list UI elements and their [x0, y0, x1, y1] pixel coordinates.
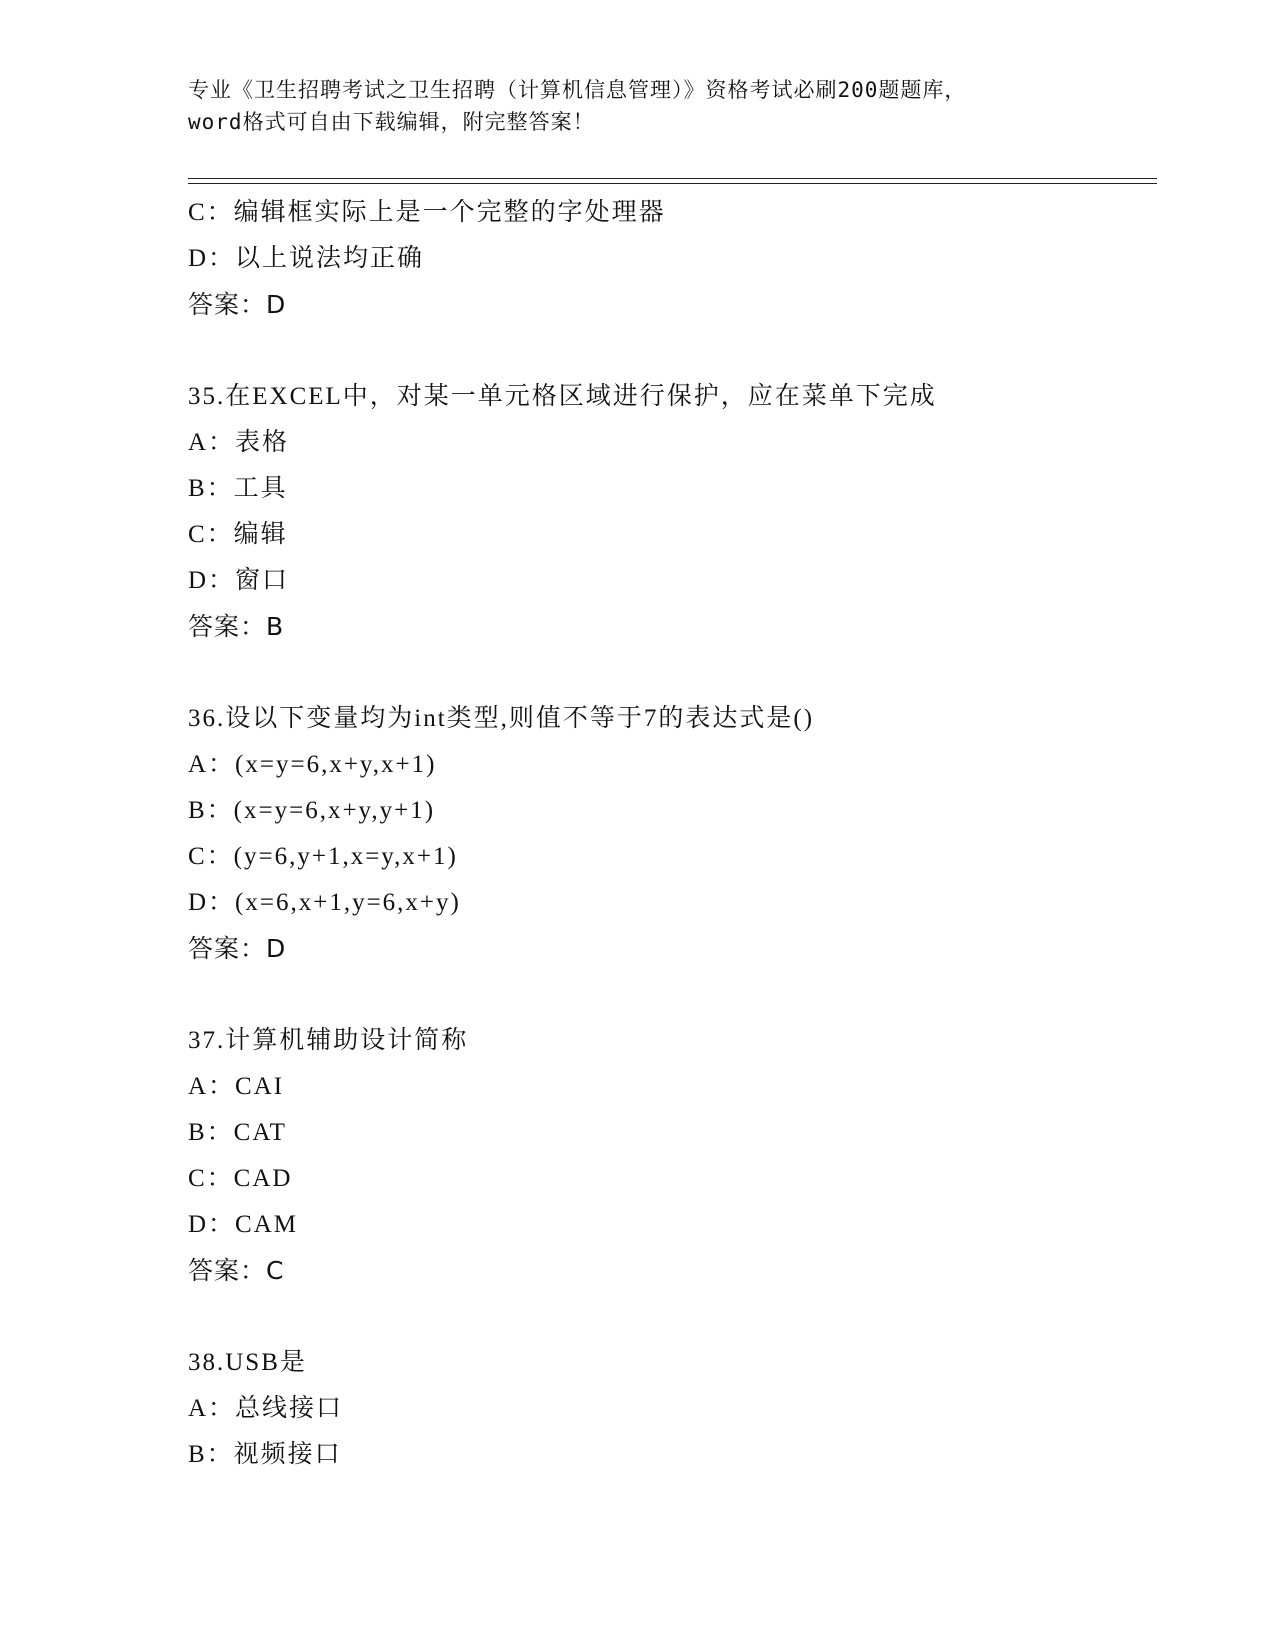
option-d: D：(x=6,x+1,y=6,x+y) [188, 889, 461, 916]
header-divider-bottom [188, 183, 1157, 184]
spacer [188, 1294, 1148, 1340]
spacer [188, 972, 1148, 1018]
header-line-2: word格式可自由下载编辑，附完整答案！ [188, 110, 595, 134]
question-stem-36: 36.设以下变量均为int类型,则值不等于7的表达式是() [188, 705, 815, 732]
document-header [188, 74, 1088, 138]
option-b: B：(x=y=6,x+y,y+1) [188, 797, 436, 824]
question-stem-37: 37.计算机辅助设计简称 [188, 1027, 469, 1054]
option-c: C：CAD [188, 1165, 293, 1192]
option-d: D：窗口 [188, 567, 290, 594]
option-a: A：总线接口 [188, 1395, 344, 1422]
question-list [188, 190, 1148, 1478]
option-b: B：工具 [188, 475, 288, 502]
question-stem-38: 38.USB是 [188, 1349, 307, 1376]
option-d: D：CAM [188, 1211, 299, 1238]
answer-line: 答案：D [188, 290, 287, 319]
option-c: C：编辑框实际上是一个完整的字处理器 [188, 199, 666, 226]
question-stem-35: 35.在EXCEL中，对某一单元格区域进行保护，应在菜单下完成 [188, 383, 937, 410]
option-b: B：视频接口 [188, 1441, 342, 1468]
option-a: A：表格 [188, 429, 290, 456]
option-c: C：(y=6,y+1,x=y,x+1) [188, 843, 458, 870]
option-a: A：(x=y=6,x+y,x+1) [188, 751, 437, 778]
spacer [188, 328, 1148, 374]
spacer [188, 650, 1148, 696]
answer-line: 答案：D [188, 934, 287, 963]
option-a: A：CAI [188, 1073, 285, 1100]
answer-line: 答案：B [188, 612, 285, 641]
answer-line: 答案：C [188, 1256, 285, 1285]
header-line-1: 专业《卫生招聘考试之卫生招聘（计算机信息管理）》资格考试必刷200题题库， [188, 78, 967, 102]
option-c: C：编辑 [188, 521, 288, 548]
option-d: D：以上说法均正确 [188, 245, 425, 272]
header-divider-top [188, 178, 1157, 179]
option-b: B：CAT [188, 1119, 287, 1146]
